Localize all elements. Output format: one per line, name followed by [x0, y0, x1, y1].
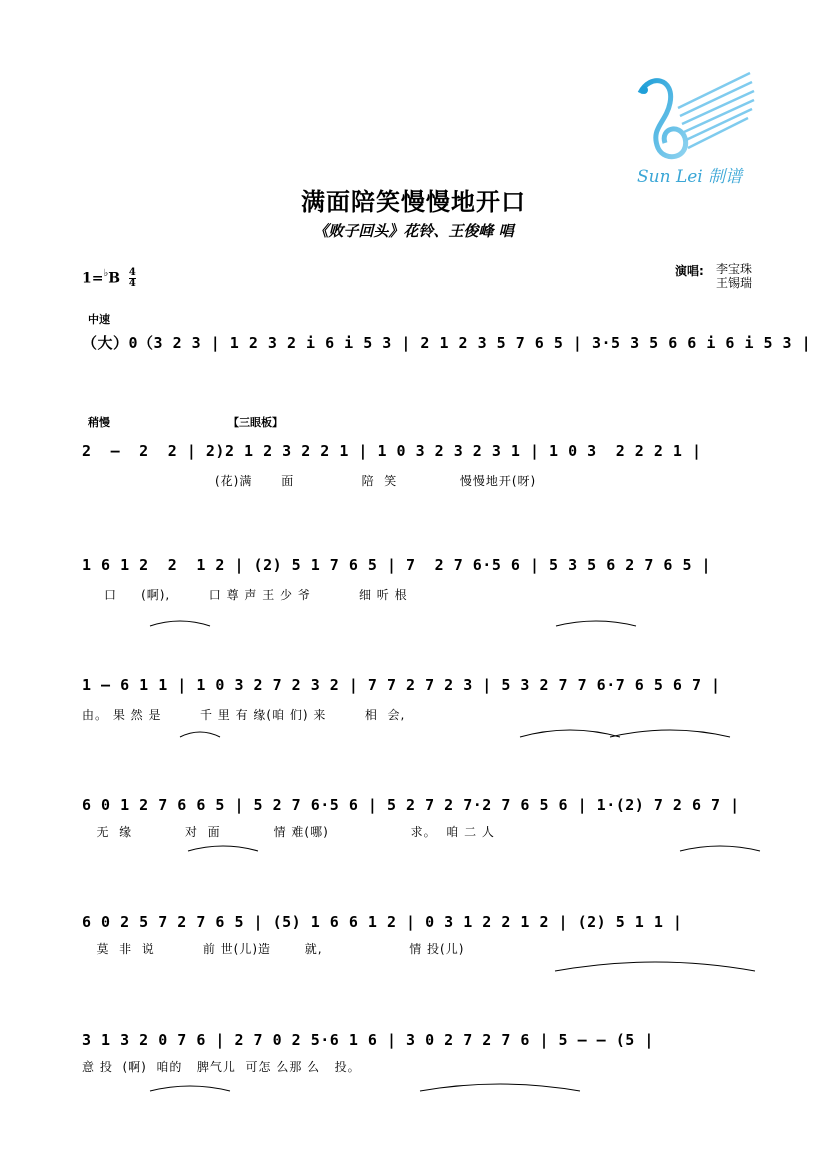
notation-line: 6 0 1 2 7 6 6 5 | 5 2 7 6·5 6 | 5 2 7 2 7·2 7 6 5 6 | 1·(2) 7 2 6 7 | — [82, 796, 740, 814]
tempo-mark: 中速 — [88, 313, 110, 326]
performer-names — [716, 262, 752, 290]
performer-label: 演唱: — [675, 264, 704, 278]
flat-sign: ♭ — [103, 267, 109, 279]
section-marker: 【三眼板】 — [228, 416, 283, 429]
time-signature — [129, 268, 136, 289]
lyrics-line: 莫 非 说 前 世(儿)造 就, 情 投(儿) — [82, 942, 465, 956]
notation-line: 2 – 2 2 | 2)2 1 2 3 2 2 1 | 1 0 3 2 3 2 3 1 | 1 0 3 2 2 2 1 | — [82, 442, 702, 460]
lyrics-line: 口 (啊), 口 尊 声 王 少 爷 细 听 根 — [104, 588, 408, 602]
performer-name: 王锡瑞 — [716, 276, 753, 290]
slur-decorations — [0, 300, 827, 1100]
lyrics-line: 无 缘 对 面 情 难(哪) 求。 咱 二 人 — [82, 825, 495, 839]
key-signature — [82, 268, 136, 289]
tempo-mark: 稍慢 — [88, 416, 110, 429]
song-title: 满面陪笑慢慢地开口 — [301, 188, 526, 216]
notation-line: 3 1 3 2 0 7 6 | 2 7 0 2 5·6 1 6 | 3 0 2 7 2 7 6 | 5 – – (5 | — [82, 1031, 654, 1049]
key-prefix: 1= — [82, 270, 104, 287]
meter-top: 4 — [128, 267, 136, 278]
song-subtitle: 《败子回头》花铃、王俊峰 唱 — [313, 222, 514, 240]
lyrics-line: (花)满 面 陪 笑 慢慢地开(呀) — [215, 474, 537, 488]
performer-name: 李宝珠 — [716, 262, 753, 276]
key-note: B — [108, 270, 121, 287]
lyrics-line: 意 投 (啊) 咱的 脾气儿 可怎 么那 么 投。 — [82, 1060, 361, 1074]
lyrics-line: 由。 果 然 是 千 里 有 缘(咱 们) 来 相 会, — [82, 708, 406, 722]
notation-line: 1 6 1 2 2 1 2 | (2) 5 1 7 6 5 | 7 2 7 6·5 6 | 5 3 5 6 2 7 6 5 | — [82, 556, 712, 574]
notation-line: （大）0（3 2 3 | 1 2 3 2 i 6 i 5 3 | 2 1 2 3 5 7 6 5 | 3·5 3 5 6 6 i 6 i 5 3 | — [82, 334, 812, 352]
notation-line: 1 – 6 1 1 | 1 0 3 2 7 2 3 2 | 7 7 2 7 2 3 | 5 3 2 7 7 6·7 6 5 6 7 | — [82, 676, 721, 694]
logo-text: Sun Lei 制谱 — [637, 167, 743, 187]
notation-line: 6 0 2 5 7 2 7 6 5 | (5) 1 6 6 1 2 | 0 3 1 2 2 1 2 | (2) 5 1 1 | — [82, 913, 683, 931]
meter-bottom: 4 — [128, 278, 136, 289]
